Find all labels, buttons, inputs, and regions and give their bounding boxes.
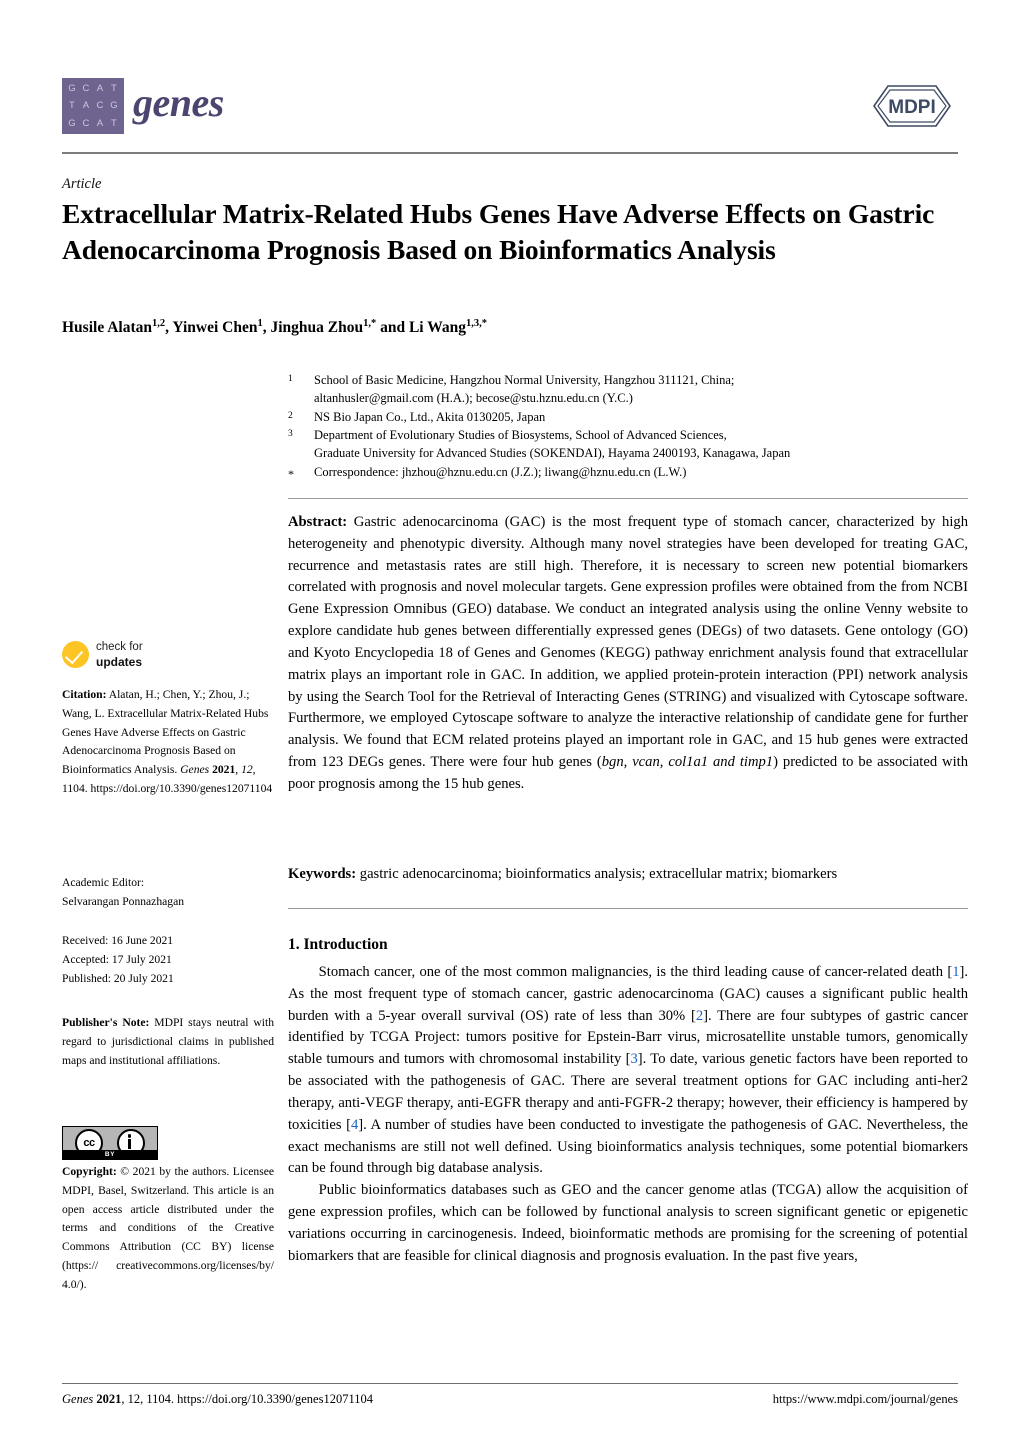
abstract-gene-names: bgn, vcan, col1a1 and timp1 bbox=[601, 753, 774, 770]
affiliation-text bbox=[314, 409, 968, 427]
academic-editor-name: Selvarangan Ponnazhagan bbox=[62, 894, 185, 908]
gcat-letter: G bbox=[68, 82, 76, 94]
paragraph-text: Stomach cancer, one of the most common malignancies, is the third leading cause of cancer-related death [ bbox=[318, 964, 953, 980]
cc-by-license-icon[interactable] bbox=[62, 1126, 158, 1160]
gcat-letter: T bbox=[68, 100, 75, 112]
gcat-letter: C bbox=[82, 117, 90, 129]
footer-journal-url[interactable]: https://www.mdpi.com/journal/genes bbox=[772, 1392, 958, 1406]
gcat-letter: T bbox=[110, 117, 117, 129]
publication-dates-block bbox=[62, 932, 274, 988]
author-affil-marker: 1,3,* bbox=[465, 318, 487, 329]
affiliation-line: Department of Evolutionary Studies of Biosystems, School of Advanced Sciences, bbox=[314, 428, 727, 443]
affiliation-item bbox=[288, 409, 968, 427]
citation-reference-link[interactable]: 1 bbox=[952, 964, 960, 980]
citation-block bbox=[62, 686, 274, 799]
affiliation-line: Correspondence: jhzhou@hznu.edu.cn (J.Z.); liwang@hznu.edu.cn (L.W.) bbox=[314, 464, 687, 479]
publishers-note-text: MDPI stays neutral with regard to jurisdictional claims in published maps and institutional affiliations. bbox=[62, 1016, 274, 1067]
abstract-block bbox=[288, 512, 968, 796]
author-list: Husile Alatan$^{1,2}$, Yinwei Chen$^1$, Jinghua Zhou$^{1,*}$ and Li Wang$^{1,3,*}$ bbox=[62, 318, 487, 337]
citation-volume: 12 bbox=[241, 763, 253, 777]
journal-logo bbox=[62, 78, 224, 134]
citation-year: 2021 bbox=[212, 763, 236, 777]
author-name: Husile Alatan bbox=[62, 319, 153, 337]
abstract-divider-bottom bbox=[288, 908, 968, 909]
citation-reference-link[interactable]: 2 bbox=[695, 1007, 704, 1024]
copyright-text: © 2021 by the authors. Licensee MDPI, Basel, Switzerland. This article is an open access article distributed under the terms and conditions of the Creative Commons Attribution (CC BY) license (https:// creativecommons.org/licenses/by/ 4.0/). bbox=[62, 1165, 274, 1291]
affiliation-marker: 1 bbox=[288, 374, 293, 384]
check-for-updates-badge[interactable] bbox=[62, 641, 143, 669]
received-date: Received: 16 June 2021 bbox=[62, 934, 174, 947]
cc-circle-icon: cc bbox=[75, 1129, 103, 1157]
gcat-letter: C bbox=[96, 100, 104, 112]
author-name: Li Wang bbox=[408, 319, 466, 337]
keywords-label: Keywords: bbox=[288, 866, 357, 882]
footer-citation bbox=[62, 1392, 373, 1407]
page-title: Extracellular Matrix-Related Hubs Genes Have Adverse Effects on Gastric Adenocarcinoma Prognosis Based on Bioinformatics Analysis bbox=[62, 198, 935, 265]
cc-by-label: BY bbox=[104, 1151, 116, 1158]
affiliation-item bbox=[288, 464, 968, 483]
paragraph-text: ]. To date, various genetic factors have been reported to be associated with the pathogenesis of GAC. There are several treatment options for GAC including anti-her2 therapy, anti-VEGF therapy, anti-EGFR therapy and anti-FGFR-2 therapy; however, their efficiency is hampered by toxicities [ bbox=[288, 1051, 968, 1133]
svg-text:MDPI: MDPI bbox=[888, 97, 936, 118]
paragraph-text: ]. A number of studies have been conducted to investigate the pathogenesis of GAC. Nevertheless, the exact mechanisms are still not well defined. Using bioinformatics analysis techniques, some potential biomarkers can be found through big database analysis. bbox=[288, 1116, 968, 1177]
abstract-text: Gastric adenocarcinoma (GAC) is the most frequent type of stomach cancer, characterized by high heterogeneity and phenotypic diversity. Although many novel strategies have been developed for treating GAC, recurrence and metastasis rates are still high. Therefore, it is necessary to screen new potential biomarkers correlated with prognosis and novel molecular targets. Gene expression profiles were obtained from the from NCBI Gene Expression Omnibus (GEO) database. We conduct an integrated analysis using the online Venny website to explore candidate hub genes between differentially expressed genes (DEGs) of two datasets. Gene ontology (GO) and Kyoto Encyclopedia 18 of Genes and Genomes (KEGG) pathway enrichment analysis found that extracellular matrix plays an important role in GAC. In addition, we applied protein-protein interaction (PPI) network analysis by using the Search Tool for the Retrieval of Interacting Genes (STRING) and visualized with Cytoscape software. Furthermore, we employed Cytoscape software to analyze the interactive relationship of candidate gene for further analysis. We found that ECM related proteins played an important role in GAC, and 15 hub genes were extracted from 123 DEGs genes. There were four hub genes ( bbox=[288, 514, 968, 770]
masthead-divider bbox=[62, 152, 958, 154]
keywords-text: gastric adenocarcinoma; bioinformatics analysis; extracellular matrix; biomarkers bbox=[359, 866, 838, 882]
cc-by-bar bbox=[63, 1150, 157, 1159]
publishers-note-block bbox=[62, 1014, 274, 1070]
publishers-note-label: Publisher's Note: bbox=[62, 1016, 150, 1029]
author-name: Jinghua Zhou bbox=[270, 319, 364, 337]
footer-divider bbox=[62, 1383, 958, 1384]
gcat-letter: C bbox=[82, 82, 90, 94]
citation-doi: , 1104. https://doi.org/10.3390/genes12071104 bbox=[62, 763, 273, 795]
citation-sep: , bbox=[235, 763, 242, 777]
affiliation-line: altanhusler@gmail.com (H.A.); becose@stu.hznu.edu.cn (Y.C.) bbox=[314, 390, 633, 405]
academic-editor-block bbox=[62, 874, 274, 912]
author-affil-marker: 1,* bbox=[363, 318, 377, 329]
paragraph bbox=[288, 1180, 968, 1267]
paragraph-text: ]. As the most frequent type of stomach cancer, gastric adenocarcinoma (GAC) causes a significant public health burden with a 5-year overall survival (OS) rate of less than 30% [ bbox=[288, 964, 968, 1024]
author-affil-marker: 1,2 bbox=[152, 318, 166, 329]
affiliation-text bbox=[314, 372, 968, 408]
gcat-dna-icon bbox=[62, 78, 124, 134]
section-heading-introduction: 1. Introduction bbox=[288, 936, 388, 953]
gcat-letter: A bbox=[82, 100, 90, 112]
cfu-line1: check for bbox=[96, 641, 143, 653]
author-affil-marker: 1 bbox=[257, 318, 263, 329]
article-type-label: Article bbox=[62, 176, 102, 192]
introduction-body bbox=[288, 962, 968, 1267]
journal-wordmark: genes bbox=[133, 80, 224, 125]
citation-label: Citation: bbox=[62, 688, 107, 701]
paragraph-text: Public bioinformatics databases such as GEO and the cancer genome atlas (TCGA) allow the acquisition of gene expression profiles, which can be followed by functional analysis to screen significant genetic or epigenetic variations occurring in carcinogenesis. Indeed, bioinformatic methods are promising for the screening of potential biomarkers that are feasible for clinical diagnosis and prognosis evaluation. In the past five years, bbox=[288, 1182, 968, 1264]
gcat-letter: A bbox=[96, 82, 104, 94]
affiliation-list bbox=[288, 372, 968, 484]
cfu-line2: updates bbox=[96, 654, 143, 669]
abstract-text-end: ) predicted to be associated with poor prognosis among the 15 hub genes. bbox=[288, 753, 969, 792]
affiliation-line: NS Bio Japan Co., Ltd., Akita 0130205, Japan bbox=[314, 409, 546, 424]
paragraph bbox=[288, 962, 968, 1180]
correspondence-text bbox=[314, 464, 968, 483]
academic-editor-label: Academic Editor: bbox=[62, 876, 145, 889]
affiliation-marker: 2 bbox=[288, 410, 293, 421]
correspondence-marker: * bbox=[288, 466, 294, 481]
accepted-date: Accepted: 17 July 2021 bbox=[62, 952, 172, 966]
journal-masthead bbox=[62, 78, 958, 150]
page-footer bbox=[62, 1392, 958, 1407]
gcat-letter: G bbox=[68, 117, 76, 129]
affiliation-line: Graduate University for Advanced Studies (SOKENDAI), Hayama 2400193, Kanagawa, Japan bbox=[314, 446, 791, 460]
copyright-label: Copyright: bbox=[62, 1165, 117, 1178]
citation-journal: Genes bbox=[180, 763, 210, 777]
affiliation-marker: 3 bbox=[288, 429, 293, 440]
gcat-letter: T bbox=[110, 82, 117, 94]
abstract-label: Abstract: bbox=[288, 514, 348, 530]
author-name: Yinwei Chen bbox=[172, 319, 258, 337]
citation-text: Alatan, H.; Chen, Y.; Zhou, J.; Wang, L. Extracellular Matrix-Related Hubs Genes Have Adverse Effects on Gastric Adenocarcinoma Prognosis Based on Bioinformatics Analysis. bbox=[62, 688, 269, 777]
footer-journal: Genes bbox=[62, 1392, 94, 1406]
affiliation-line: School of Basic Medicine, Hangzhou Normal University, Hangzhou 311121, China; bbox=[314, 373, 735, 387]
keywords-block bbox=[288, 864, 968, 886]
gcat-letter: A bbox=[96, 117, 104, 129]
affiliation-item bbox=[288, 427, 968, 463]
footer-year: 2021 bbox=[96, 1392, 122, 1406]
affiliation-item bbox=[288, 372, 968, 408]
published-date: Published: 20 July 2021 bbox=[62, 971, 174, 985]
abstract-divider-top bbox=[288, 498, 968, 499]
copyright-block bbox=[62, 1163, 274, 1294]
check-for-updates-label bbox=[96, 641, 143, 669]
citation-reference-link[interactable]: 4 bbox=[350, 1116, 359, 1133]
mdpi-logo-icon bbox=[866, 80, 958, 132]
checkmark-icon bbox=[62, 641, 89, 668]
footer-rest: , 12, 1104. https://doi.org/10.3390/genes12071104 bbox=[121, 1392, 373, 1406]
citation-reference-link[interactable]: 3 bbox=[630, 1051, 638, 1068]
gcat-letter: G bbox=[110, 100, 118, 112]
affiliation-text bbox=[314, 427, 968, 463]
paragraph-text: ]. There are four subtypes of gastric cancer identified by TCGA Project: tumors positive for Epstein-Barr virus, microsatellite unstable tumors, genomically stable tumours and tumors with chromosomal instability [ bbox=[288, 1007, 969, 1068]
